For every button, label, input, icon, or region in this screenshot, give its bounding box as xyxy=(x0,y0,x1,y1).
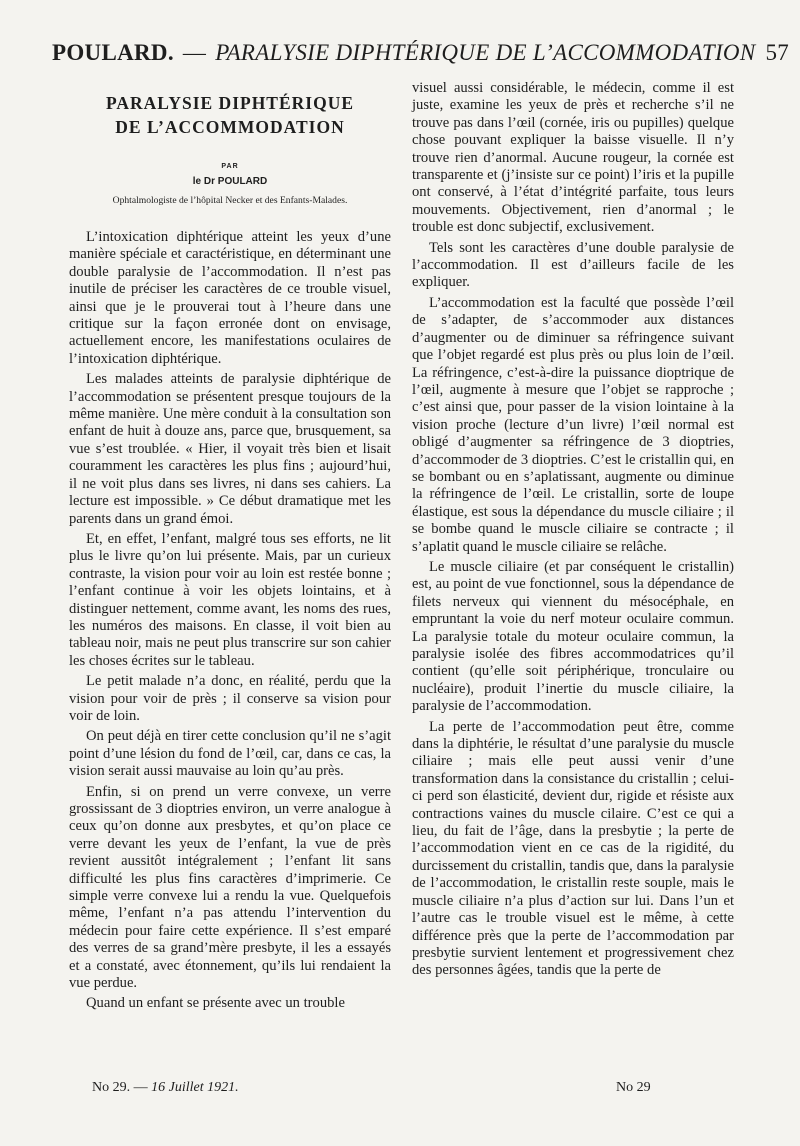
paragraph: L’accommodation est la faculté que possède l’œil de s’adapter, de s’accommoder aux distances d’augmenter ou de diminuer sa réfringence suivant que l’objet regardé est plus près ou plus loin de l’œil. La réfringence, c’est-à-dire la puissance dioptrique de l’œil, augmente à mesure que l’objet se rapproche ; c’est ainsi que, pour passer de la vision lointaine à la vision proche (lecture d’un livre) l’œil normal est obligé d’augmenter sa réfringence de 3 dioptries, d’accommoder de 3 dioptries. C’est le cristallin qui, en se bombant ou en s’aplatissant, augmente ou diminue la réfringence de l’œil. Le cristallin, sorte de loupe élastique, est sous la dépendance du muscle ciliaire ; il se bombe quand le muscle ciliaire se contracte ; il s’aplatit quand le muscle ciliaire se relâche. xyxy=(412,294,734,555)
paragraph: Quand un enfant se présente avec un trouble xyxy=(86,995,345,1012)
paragraph: Enfin, si on prend un verre convexe, un verre grossissant de 3 dioptries environ, un verre analogue à ceux qu’on donne aux presbytes, et qu’on place ce verre devant les yeux de l’enfant, la vue de près revient aussitôt intégralement ; l’enfant lit sans difficulté les plus fins caractères d’imprimerie. Ce simple verre convexe lui a rendu la vue. Quelquefois même, l’enfant n’a pas attendu l’intervention du médecin pour faire cette expérience. Il s’est emparé des verres de sa grand’mère presbyte, il les a essayés et a constaté, avec étonnement, qu’ils lui rendaient la vue perdue. xyxy=(69,783,391,992)
article-title-line-1: PARALYSIE DIPHTÉRIQUE xyxy=(105,93,355,113)
paragraph: Le muscle ciliaire (et par conséquent le cristallin) est, au point de vue fonctionnel, sous la dépendance de filets nerveux qui viennent du mésocéphale, en empruntant la voie du nerf moteur oculaire commun. La paralysie totale du moteur oculaire commun, la paralysie isolée des fibres accommodatrices qu’il contient (qu’elle soit périphérique, tronculaire ou nucléaire), produit l’inertie du muscle ciliaire, la paralysie de l’accommodation. xyxy=(412,558,734,715)
right-column xyxy=(412,80,734,983)
article-title-line-2: DE L’ACCOMMODATION xyxy=(115,117,345,137)
running-head-author: POULARD. xyxy=(52,40,174,65)
running-head-title: PARALYSIE DIPHTÉRIQUE DE L’ACCOMMODATION xyxy=(215,40,756,65)
left-column xyxy=(69,80,391,1016)
article-title xyxy=(69,91,391,139)
page-number: 57 xyxy=(765,40,790,65)
byline-affiliation: Ophtalmologiste de l’hôpital Necker et des Enfants-Malades. xyxy=(112,195,348,206)
byline-author: le Dr POULARD xyxy=(192,176,268,187)
paragraph: La perte de l’accommodation peut être, comme dans la diphtérie, le résultat d’une paralysie du muscle ciliaire ; mais elle peut aussi venir d’une transformation dans la consistance du cristallin ; celui-ci perd son élasticité, devient dur, rigide et résiste aux contractions vaines du muscle cilaire. C’est ce qui a lieu, du fait de l’âge, dans la presbytie ; la perte de l’accommodation vient en ce cas de la rigidité, du durcissement du cristallin, tandis que, dans la paralysie de l’accommodation, le cristallin reste souple, mais le muscle ciliaire n’a plus d’action sur lui. Dans l’un et l’autre cas le trouble visuel est le même, à cette différence près que la perte de l’accommodation par presbytie survient lentement et progressivement chez des personnes âgées, tandis que la perte de xyxy=(412,718,734,979)
paragraph: Les malades atteints de paralysie diphtérique de l’accommodation se présentent presque toujours de la même manière. Une mère conduit à la consultation son enfant de huit à douze ans, parce que, brusquement, sa vue s’est troublée. « Hier, il voyait très bien et lisait couramment les caractères les plus fins ; aujourd’hui, il ne voit plus dans ses livres, ni dans ses cahiers. La lecture est impossible. » Ce début dramatique met les parents dans un grand émoi. xyxy=(69,371,391,527)
paragraph: Le petit malade n’a donc, en réalité, perdu que la vision pour voir de près ; il conserve sa vision pour voir de loin. xyxy=(69,673,391,724)
byline xyxy=(69,162,391,207)
running-head-dash: — xyxy=(182,40,207,65)
paragraph: Tels sont les caractères d’une double paralysie de l’accommodation. Il est d’ailleurs facile de les expliquer. xyxy=(412,239,734,291)
paragraph-continued: visuel aussi considérable, le médecin, comme il est juste, examine les yeux de près et recherche s’il ne trouve pas dans l’œil (cornée, iris ou pupilles) quelque chose pouvant expliquer la baisse visuelle. Il n’y trouve rien d’anormal. Aucune rougeur, la cornée est transparente et (j’insiste sur ce point) l’iris et la pupille ont conservé, à l’état d’intégrité parfaite, tous leurs mouvements. Objectivement, rien d’anormal ; le trouble est donc subjectif, exclusivement. xyxy=(412,80,734,236)
paragraph: Et, en effet, l’enfant, malgré tous ses efforts, ne lit plus le livre qu’on lui présente. Mais, par un curieux contraste, la vision pour voir au loin est restée bonne ; l’enfant continue à voir les objets lointains, et à distinguer nettement, comme avant, les noms des rues, les numéros des maisons. En classe, il voit bien au tableau noir, mais ne peut plus transcrire sur son cahier les choses écrites sur le tableau. xyxy=(69,530,391,669)
running-head xyxy=(52,40,790,66)
footer-dash: — xyxy=(133,1080,148,1095)
footer-issue-right: No 29 xyxy=(616,1080,651,1095)
running-head-left xyxy=(52,40,755,66)
paragraph: On peut déjà en tirer cette conclusion qu’il ne s’agit point d’une lésion du fond de l’œil, car, dans ce cas, la vision serait aussi mauvaise au loin qu’au près. xyxy=(69,728,391,780)
footer-issue-date xyxy=(92,1080,239,1096)
footer-date: 16 Juillet 1921. xyxy=(151,1080,239,1095)
paragraph: L’intoxication diphtérique atteint les yeux d’une manière spéciale et caractéristique, en déterminant une double paralysie de l’accommodation. Il n’est pas inutile de préciser les caractères de ce trouble visuel, ainsi que je le prouverai tout à l’heure dans une critique sur la façon erronée dont on envisage, actuellement encore, les manifestations oculaires de l’intoxication diphtérique. xyxy=(69,229,391,367)
byline-par: PAR xyxy=(221,163,239,170)
footer-issue: No 29. xyxy=(92,1080,131,1095)
